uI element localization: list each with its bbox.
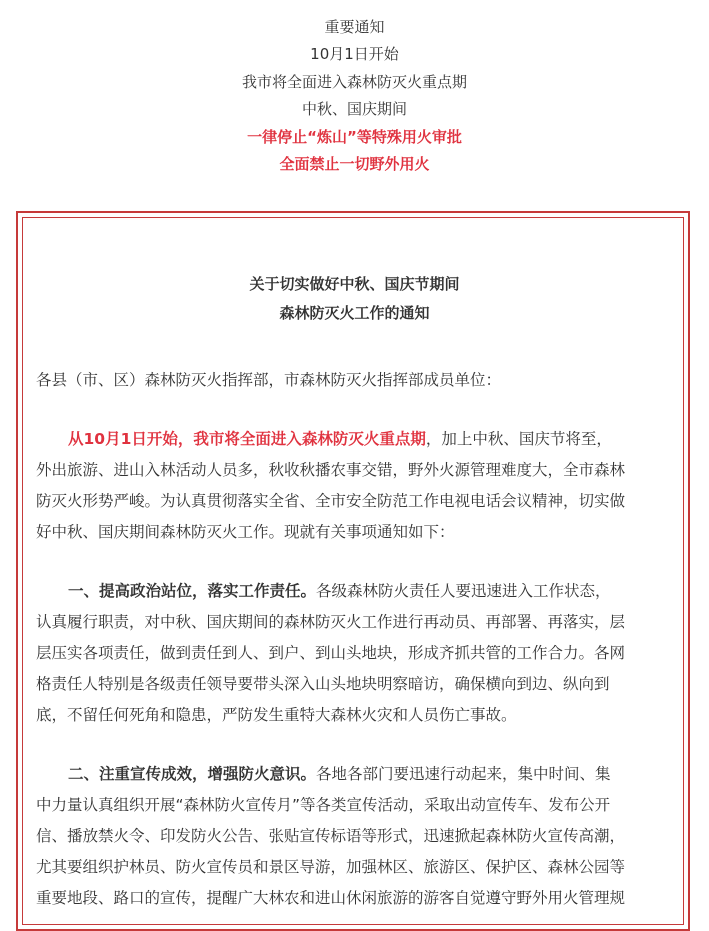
intro-line1-rest: ，加上中秋、国庆节将至， <box>425 430 612 448</box>
paragraph-intro <box>36 424 676 548</box>
paragraph-intro-line2: 外出旅游、进山入林活动人员多，秋收秋播农事交错，野外火源管理难度大，全市森林 <box>36 461 626 479</box>
section-2-line5: 重要地段、路口的宣传，提醒广大林农和进山休闲旅游的游客自觉遵守野外用火管理规 <box>36 889 626 907</box>
paragraph-intro-line4: 好中秋、国庆期间森林防灭火工作。现就有关事项通知如下： <box>36 523 455 541</box>
paragraph-section-2 <box>36 759 676 914</box>
salutation-text: 各县（市、区）森林防灭火指挥部，市森林防灭火指挥部成员单位： <box>36 371 502 389</box>
section-2-line2: 中力量认真组织开展“森林防火宣传月”等各类宣传活动，采取出动宣传车、发布公开 <box>36 796 611 814</box>
section-2-line1 <box>36 759 676 790</box>
intro-highlight: 从10月1日开始，我市将全面进入森林防灭火重点期 <box>68 430 426 448</box>
notice-date: 10月1日开始 <box>310 45 399 64</box>
document-title-line2: 森林防灭火工作的通知 <box>279 304 430 322</box>
notice-ban-approval: 一律停止“炼山”等特殊用火审批 <box>247 127 462 146</box>
top-notice <box>0 14 709 178</box>
section-2-line3: 信、播放禁火令、印发防火公告、张贴宣传标语等形式，迅速掀起森林防火宣传高潮， <box>36 827 626 845</box>
section-2-line4: 尤其要组织护林员、防火宣传员和景区导游，加强林区、旅游区、保护区、森林公园等 <box>36 858 626 876</box>
paragraph-section-1 <box>36 576 676 731</box>
section-1-line2: 认真履行职责，对中秋、国庆期间的森林防灭火工作进行再动员、再部署、再落实，层 <box>36 613 626 631</box>
document-title-line1: 关于切实做好中秋、国庆节期间 <box>249 275 460 293</box>
section-1-line1 <box>36 576 676 607</box>
notice-ban-fire: 全面禁止一切野外用火 <box>279 155 430 174</box>
notice-holidays: 中秋、国庆期间 <box>301 100 407 119</box>
salutation <box>36 365 676 396</box>
paragraph-intro-line1 <box>36 424 676 455</box>
section-2-heading: 二、注重宣传成效，增强防火意识。 <box>68 765 317 783</box>
section-1-line3: 层压实各项责任，做到责任到人、到户、到山头地块，形成齐抓共管的工作合力。各网 <box>36 644 626 662</box>
document-title <box>0 270 709 328</box>
section-1-line1-rest: 各级森林防火责任人要迅速进入工作状态， <box>316 582 611 600</box>
notice-heading: 重要通知 <box>324 18 385 36</box>
notice-period: 我市将全面进入森林防灭火重点期 <box>241 72 467 91</box>
section-1-line5: 底，不留任何死角和隐患，严防发生重特大森林火灾和人员伤亡事故。 <box>36 706 517 724</box>
section-1-line4: 格责任人特别是各级责任领导要带头深入山头地块明察暗访，确保横向到边、纵向到 <box>36 675 610 693</box>
paragraph-intro-line3: 防灭火形势严峻。为认真贯彻落实全省、全市安全防范工作电视电话会议精神，切实做 <box>36 492 626 510</box>
section-2-line1-rest: 各地各部门要迅速行动起来，集中时间、集 <box>316 765 611 783</box>
section-1-heading: 一、提高政治站位，落实工作责任。 <box>68 582 317 600</box>
